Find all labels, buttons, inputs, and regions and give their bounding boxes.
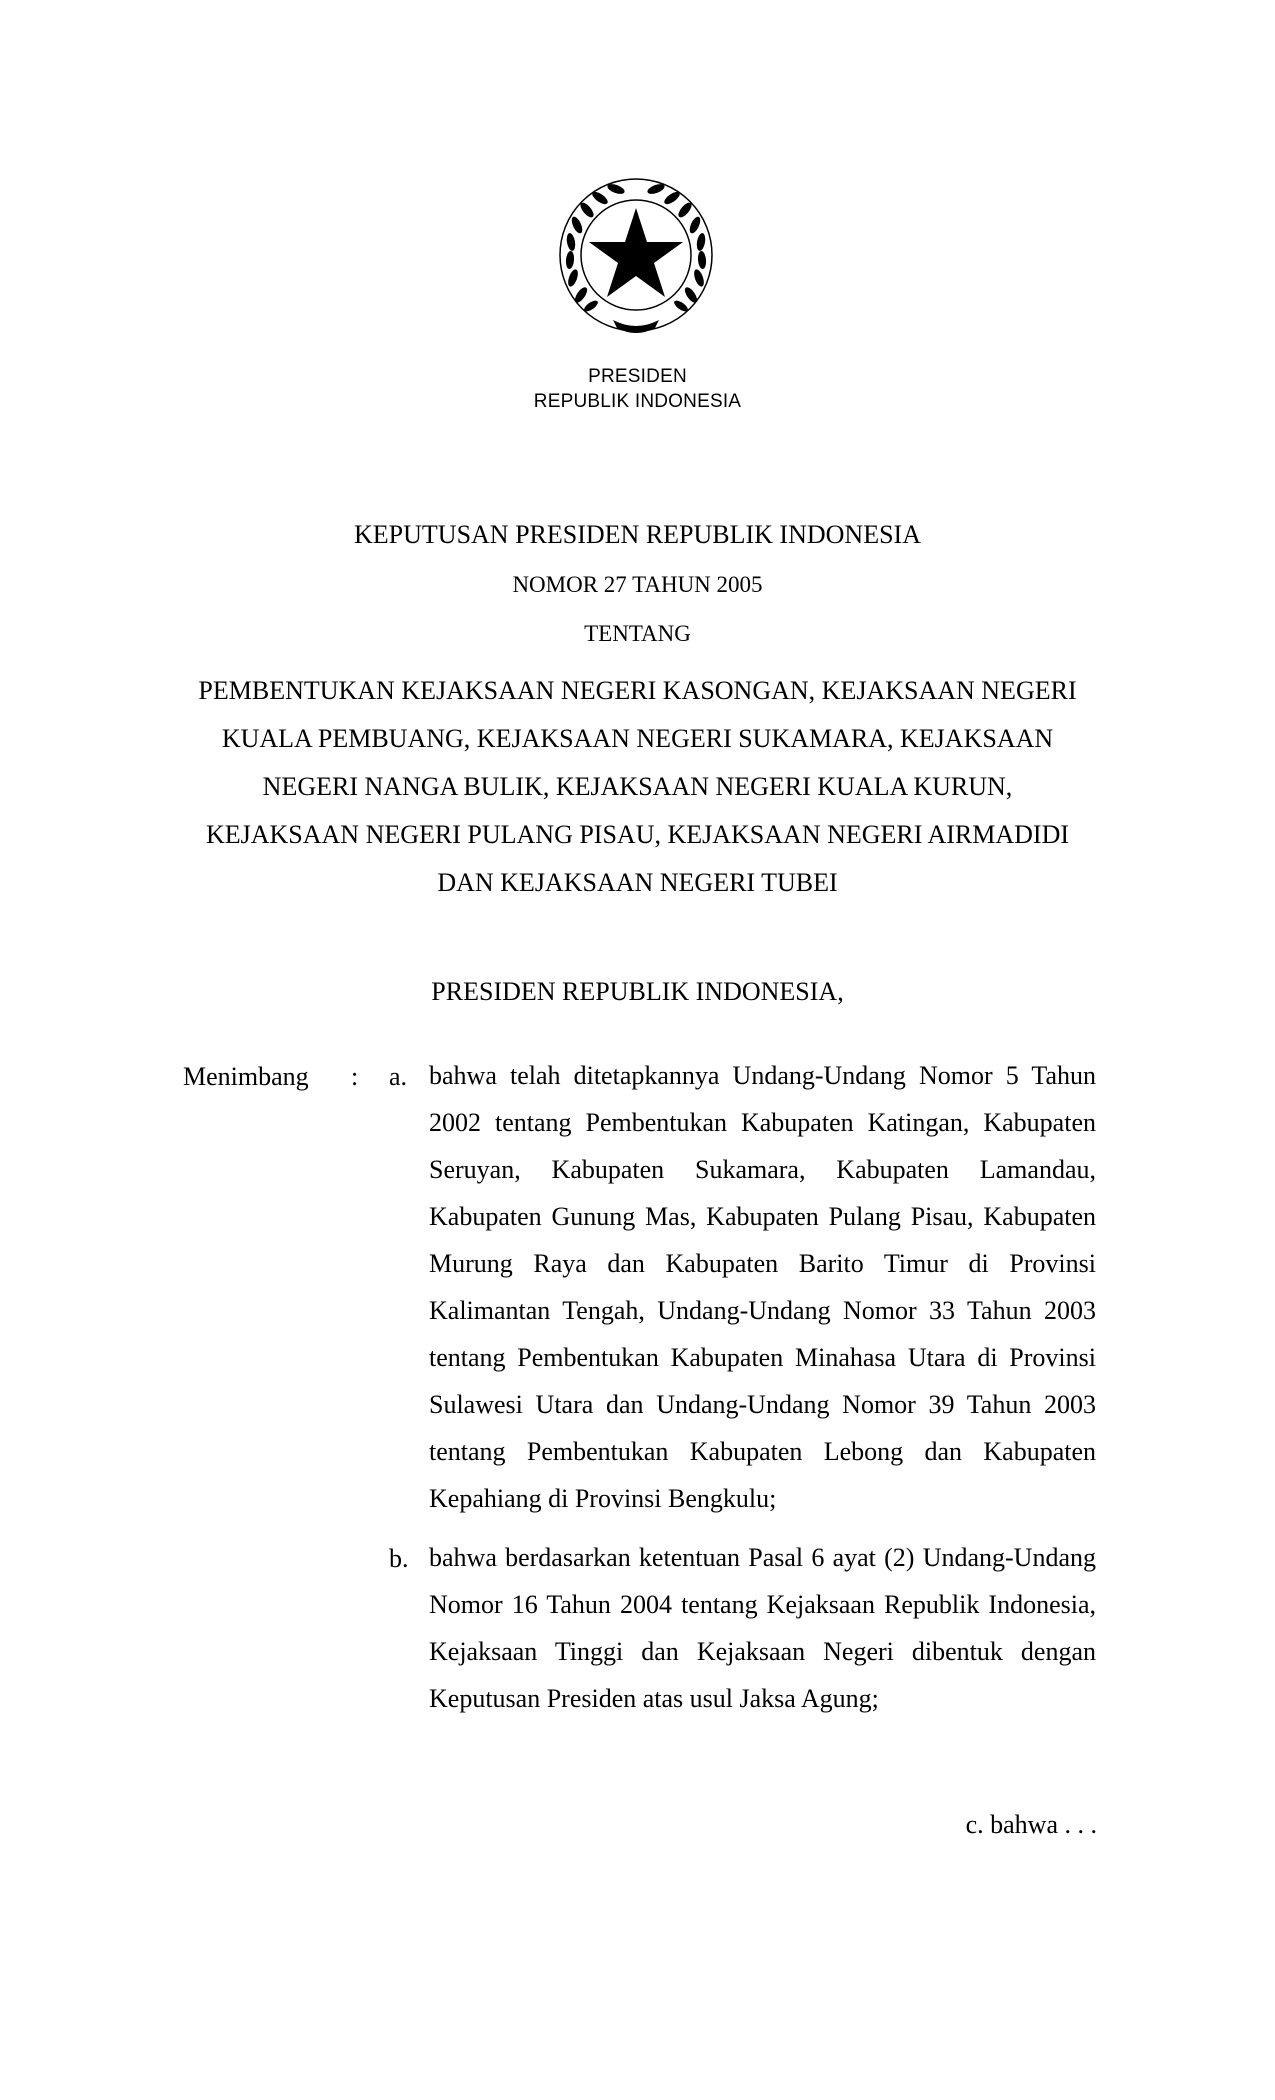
- considerations-label: Menimbang: [183, 1062, 309, 1091]
- consideration-marker-a: a.: [389, 1062, 408, 1091]
- consideration-marker-b: b.: [389, 1544, 409, 1573]
- decree-about: TENTANG: [584, 621, 691, 646]
- page-catchword: c. bahwa . . .: [965, 1810, 1097, 1839]
- decree-subject: PEMBENTUKAN KEJAKSAAN NEGERI KASONGAN, KEJAKSAAN NEGERI KUALA PEMBUANG, KEJAKSAAN NEGERI SUKAMARA, KEJAKSAAN NEGERI NANGA BULIK, KEJAKSAAN NEGERI KUALA KURUN, KEJAKSAAN NEGERI PULANG PISAU, KEJAKSAAN NEGERI AIRMADIDI DAN KEJAKSAAN NEGERI TUBEI: [198, 676, 1077, 897]
- presidential-seal-icon: [551, 170, 721, 340]
- consideration-text-a: bahwa telah ditetapkannya Undang-Undang Nomor 5 Tahun 2002 tentang Pembentukan Kabupaten Katingan, Kabupaten Seruyan, Kabupaten Sukamara, Kabupaten Lamandau, Kabupaten Gunung Mas, Kabupaten Pulang Pisau, Kabupaten Murung Raya dan Kabupaten Barito Timur di Provinsi Kalimantan Tengah, Undang-Undang Nomor 33 Tahun 2003 tentang Pembentukan Kabupaten Minahasa Utara di Provinsi Sulawesi Utara dan Undang-Undang Nomor 39 Tahun 2003 tentang Pembentukan Kabupaten Lebong dan Kabupaten Kepahiang di Provinsi Bengkulu;: [429, 1061, 1096, 1513]
- letterhead-line-1: PRESIDEN: [588, 366, 687, 387]
- decree-number: NOMOR 27 TAHUN 2005: [512, 572, 763, 597]
- decree-title: KEPUTUSAN PRESIDEN REPUBLIK INDONESIA: [354, 520, 921, 549]
- decree-issuer: PRESIDEN REPUBLIK INDONESIA,: [431, 977, 844, 1006]
- consideration-text-b: bahwa berdasarkan ketentuan Pasal 6 ayat (2) Undang-Undang Nomor 16 Tahun 2004 tentang Kejaksaan Republik Indonesia, Kejaksaan Tinggi dan Kejaksaan Negeri dibentuk dengan Keputusan Presiden atas usul Jaksa Agung;: [429, 1543, 1096, 1713]
- considerations-separator: :: [351, 1062, 359, 1091]
- letterhead-line-2: REPUBLIK INDONESIA: [533, 391, 742, 412]
